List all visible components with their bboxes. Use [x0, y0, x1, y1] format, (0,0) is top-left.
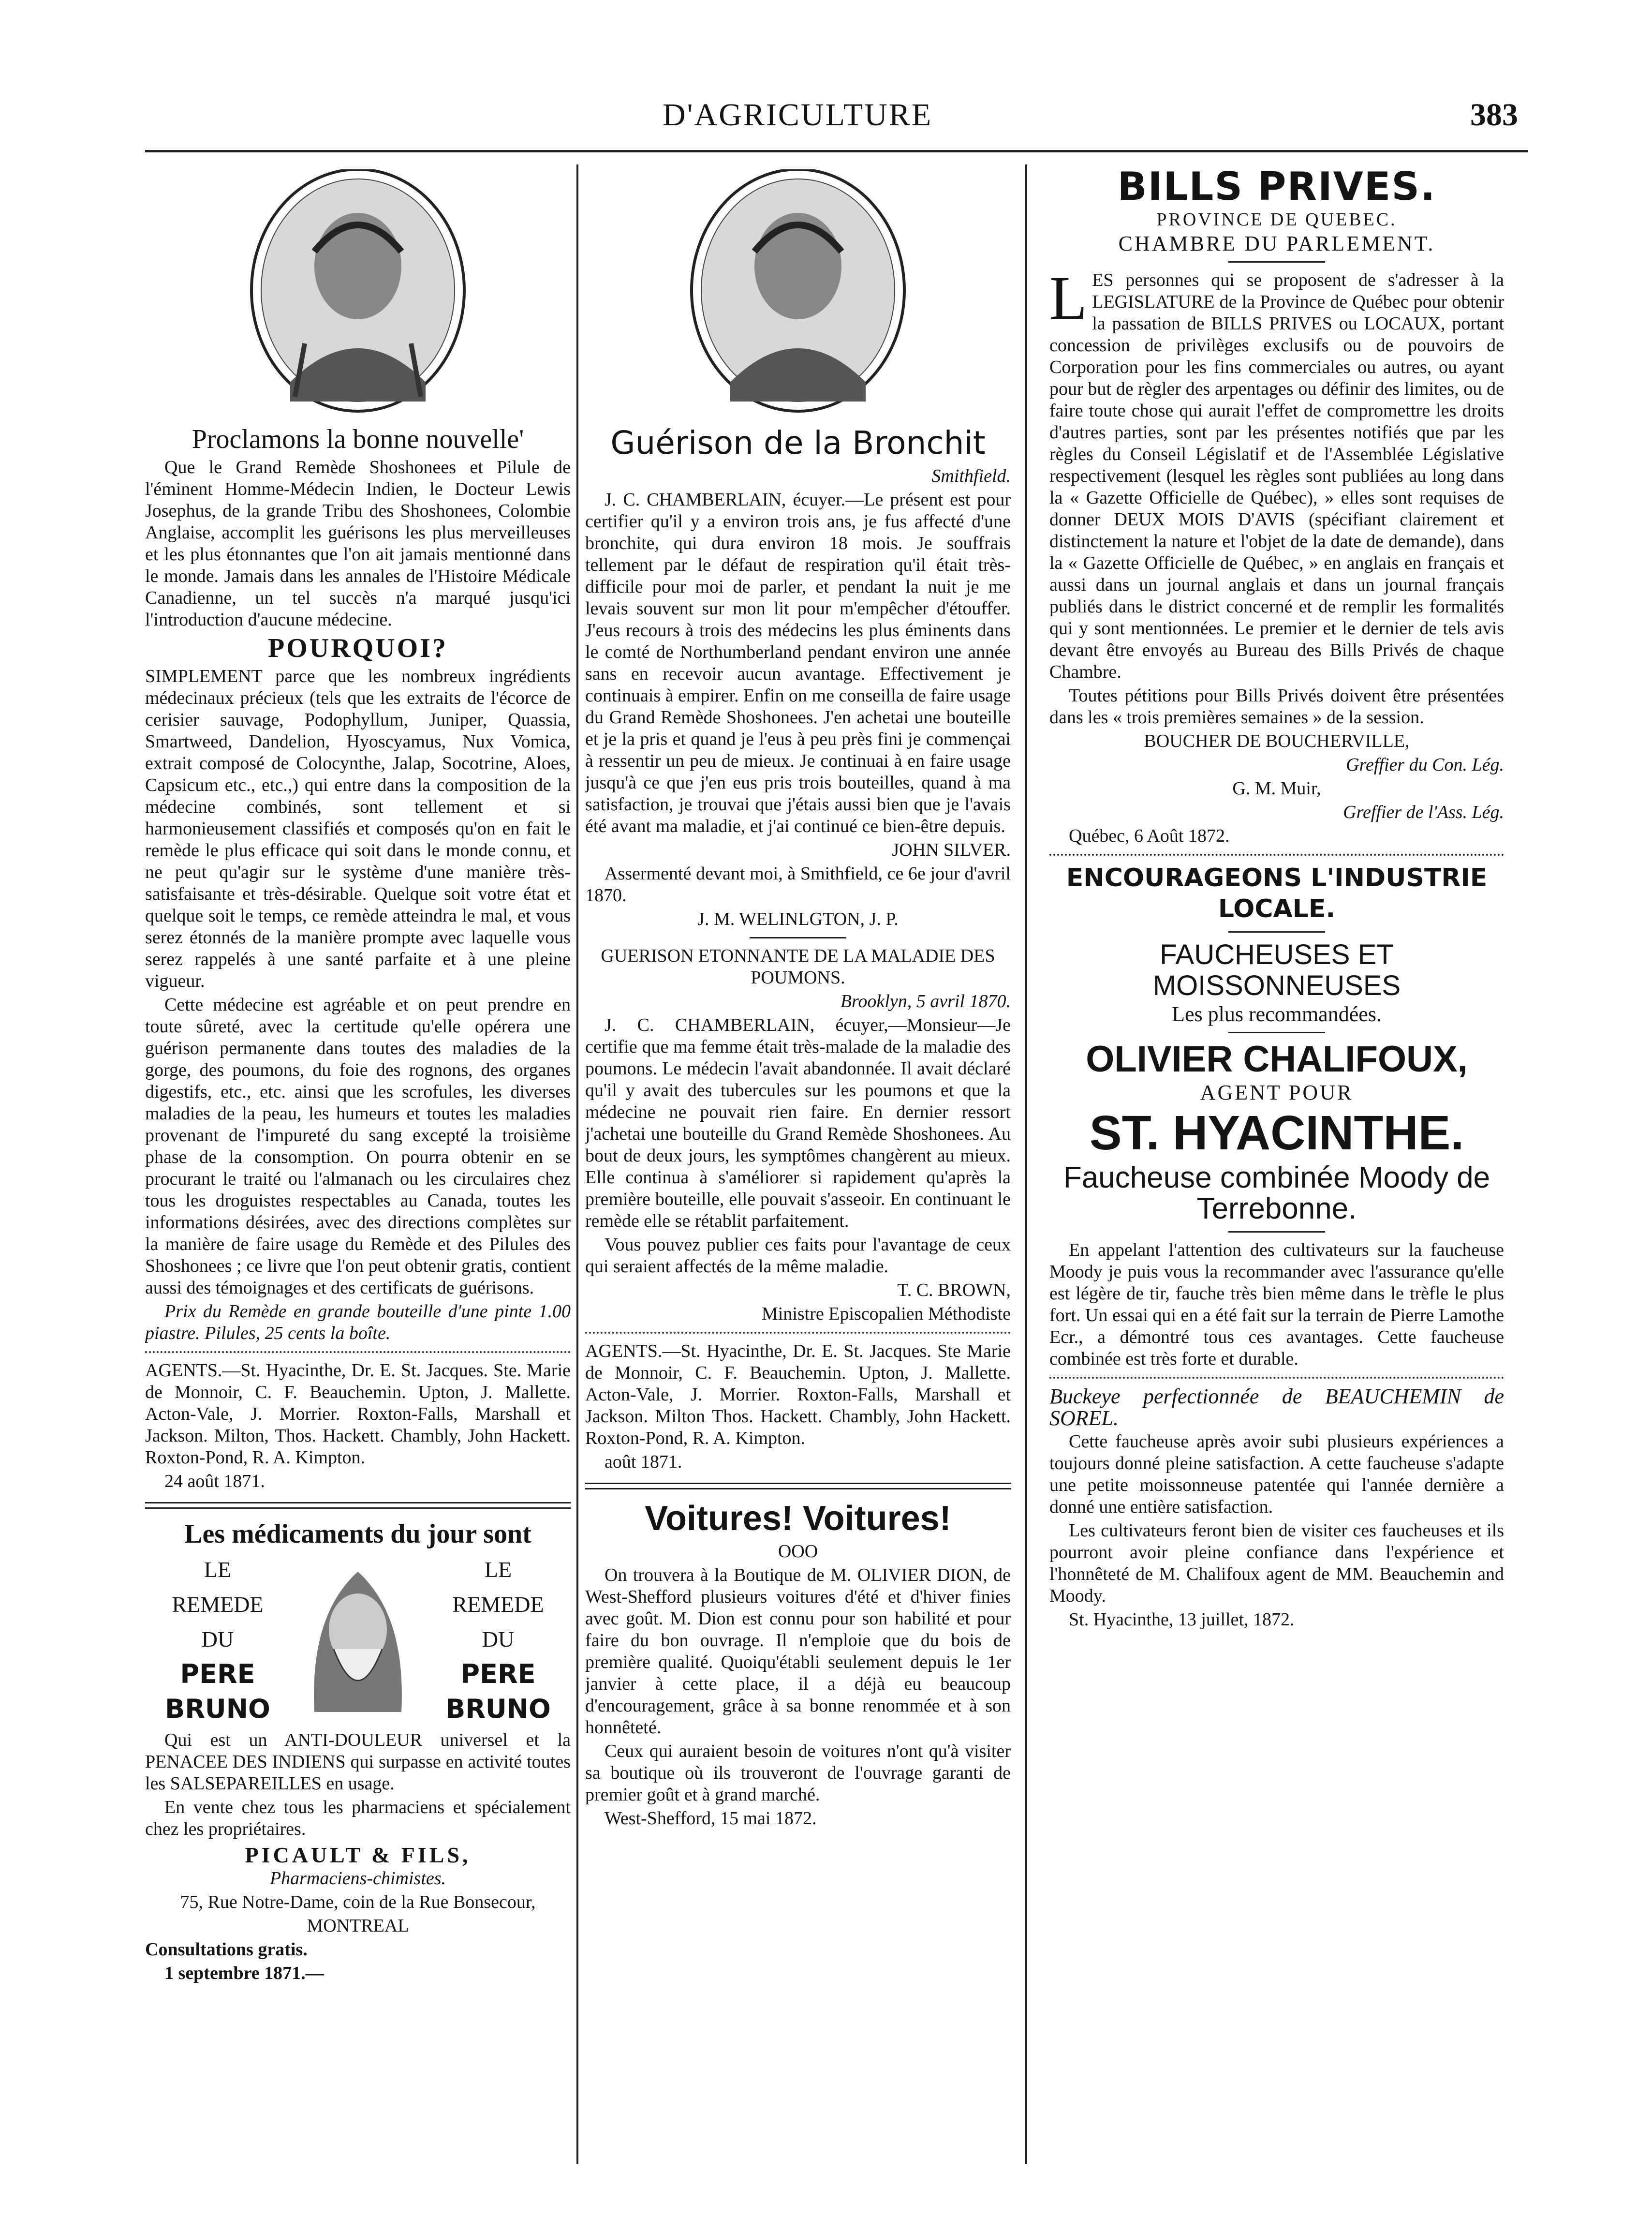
- company-address: 75, Rue Notre-Dame, coin de la Rue Bonsecour,: [180, 1892, 536, 1912]
- ad-body: Qui est un ANTI-DOULEUR universel et la PENACEE DES INDIENS qui surpasse en activité toutes les SALSEPAREILLES en usage.: [145, 1730, 571, 1794]
- signer-title: Greffier de l'Ass. Lég.: [1343, 802, 1504, 822]
- ad-body: Cette faucheuse après avoir subi plusieurs expériences a toujours donné pleine satisfaction. A cette faucheuse s'adapte une petite moissonneuse patentée qui l'année dernière a donné une entière satisfaction.: [1049, 1431, 1504, 1517]
- notice-text: ES personnes qui se proposent de s'adresser à la LEGISLATURE de la Province de Québec pour obtenir la passation de BILLS PRIVES ou LOCAUX, portant concession de privilèges exclusifs ou de pouvoirs de Corporation pour les fins commerciales ou autres, ou ayant pour but de règler des arpentages ou définir des limites, ou de faire toute chose qui aurait l'effet de compromettre les droits d'autres parties, sont par les présentes notifiés que par les règles du Conseil Législatif et de l'Assemblée Législative respectivement (lesquel les règles sont publiées au long dans la « Gazette Officielle de Québec), » elles sont requises de donner DEUX MOIS D'AVIS (spécifiant clairement et distinctement la nature et l'objet de la date de demande), dans la « Gazette Officielle de Québec, » en anglais en français et aussi dans un journal anglais et dans un journal français publiés dans le district concerné et de remplir les formalités qui y sont mentionnées. Le premier et le dernier de tels avis devant être envoyés au Bureau des Bills Privés de chaque Chambre.: [1049, 270, 1504, 682]
- dealer-name: OLIVIER CHALIFOUX,: [1086, 1039, 1468, 1080]
- ad-date: 24 août 1871.: [164, 1471, 265, 1491]
- ad-agents: AGENTS.—St. Hyacinthe, Dr. E. St. Jacques. Ste. Marie de Monnoir, C. F. Beauchemin. Upton, J. Mallette. Acton-Vale, J. Morrier. Roxton-Falls, Marshall et Jackson. Milton, Thos. Hackett. Chambly, John Hackett. Roxton-Pond, R. A. Kimpton.: [145, 1360, 571, 1468]
- company-name: PICAULT & FILS,: [245, 1843, 471, 1867]
- ad-body: En appelant l'attention des cultivateurs sur la faucheuse Moody je puis vous la recommander avec l'assurance qu'elle est légère de tir, fauche très bien même dans le trèfle le plus fort. Un essai qui en a été fait sur la terrain de Pierre Lamothe Ecr., a démontré tous ces avantages. Cette faucheuse combinée est très forte et durable.: [1049, 1240, 1504, 1369]
- ad-agents: AGENTS.—St. Hyacinthe, Dr. E. St. Jacques. Ste Marie de Monnoir, C. F. Beauchemin. Upton, J. Mallette. Acton-Vale, J. Morrier. Roxton-Falls, Marshall et Jackson. Milton Thos. Hackett. Chambly, John Hackett. Roxton-Pond, R. A. Kimpton.: [585, 1341, 1011, 1448]
- ad-body: Les cultivateurs feront bien de visiter ces faucheuses et ils pourront avoir pleine confiance dans l'expérience et l'honnêteté de M. Chalifoux agent de MM. Beauchemin and Moody.: [1049, 1520, 1504, 1606]
- ad-date: West-Shefford, 15 mai 1872.: [605, 1808, 817, 1829]
- running-title: D'AGRICULTURE: [663, 97, 933, 133]
- banner-text: PERE BRUNO: [165, 1659, 270, 1724]
- ad-date: 1 septembre 1871.—: [164, 1963, 324, 1983]
- dealer-city: ST. HYACINTHE.: [1089, 1106, 1464, 1160]
- banner-text: LE: [204, 1557, 232, 1582]
- signer-title: Greffier du Con. Lég.: [1346, 755, 1504, 775]
- shoshonee-portrait-engraving: [232, 169, 484, 421]
- separator: [1228, 1231, 1325, 1233]
- column-1: [145, 164, 571, 2174]
- chambre: CHAMBRE DU PARLEMENT.: [1118, 232, 1435, 255]
- banner-text: DU: [482, 1627, 515, 1652]
- ad-body: On trouvera à la Boutique de M. OLIVIER DION, de West-Shefford plusieurs voitures d'été et d'hiver finies avec goût. M. Dion est connu pour son habilité et pour faire du bon ouvrage. Il n'emploie que du bois de première qualité. Quoiqu'établi seulement depuis le 1er janvier à cette place, il a déjà eu beaucoup d'encouragement, grâce à sa bonne renommée et à son honnêteté.: [585, 1565, 1011, 1738]
- province: PROVINCE DE QUEBEC.: [1156, 209, 1397, 230]
- separator: [585, 1332, 1011, 1334]
- banner-left: [145, 1552, 290, 1726]
- testimonial-place: Smithfield.: [931, 466, 1011, 486]
- testimonial-sworn: Assermenté devant moi, à Smithfield, ce 6e jour d'avril 1870.: [585, 863, 1011, 906]
- pere-bruno-portrait: [295, 1557, 421, 1722]
- company-city: MONTREAL: [307, 1916, 409, 1936]
- separator: [585, 1483, 1011, 1489]
- ad-body: Cette médecine est agréable et on peut prendre en toute sûreté, avec la certitude qu'elle opérera une guérison permanente dans toutes des maladies de la gorge, des poumons, du foie des rognons, des organes digestifs, etc., etc. ainsi que les scrofules, les diverses maladies de la peau, les humeurs et toutes les maladies provenant de l'impureté du sang excepté la troisième phase de la consomption. On pourra obtenir en se procurant le traité ou l'almanach ou les circulaires chez tous les droguistes respectables au Canada, toutes les informations désirées, avec des directions complètes sur la manière de faire usage du Remède et des Pilules des Shoshonees ; ce livre que l'on peut obtenir gratis, contient aussi des témoignages et des certificats de guérisons.: [145, 995, 571, 1298]
- page-header: [0, 97, 1652, 140]
- banner-text: REMEDE: [452, 1592, 544, 1617]
- separator: [1049, 1377, 1504, 1379]
- ad-title: Proclamons la bonne nouvelle': [192, 424, 524, 454]
- ad-title: BILLS PRIVES.: [1117, 164, 1436, 209]
- banner-text: PERE BRUNO: [445, 1659, 551, 1724]
- testimonial-body: J. C. CHAMBERLAIN, écuyer.—Le présent est pour certifier qu'il y a environ trois ans, je fus affecté d'une bronchite, qui dura environ 18 mois. Je souffrais tellement par le défaut de respiration qu'il était très-difficile pour moi de parler, et pendant la nuit je me levais souvent sur mon lit pour m'empêcher d'étouffer. J'eus recours à trois des médecins les plus éminents dans le comté de Northumberland pendant environ une année sans en recevoir aucun avantage. Effectivement je continuais à empirer. Enfin on me conseilla de faire usage du Grand Remède Shoshonees. J'en achetai une bouteille et je la pris et quand je l'eus à peu près fini je commençai à ressentir un peu de mieux. Je continuai à en faire usage jusqu'à ce que j'en eus pris trois bouteilles, quand à ma satisfaction, je trouvai que j'étais aussi bien que je l'avais été avant ma maladie, et j'ai continué ce bien-être depuis.: [585, 490, 1011, 836]
- testimonial-signer: JOHN SILVER.: [892, 840, 1011, 860]
- column-3: [1049, 164, 1504, 2174]
- ad-title: Voitures! Voitures!: [645, 1499, 951, 1538]
- separator: [1228, 261, 1325, 263]
- ad-price: Prix du Remède en grande bouteille d'une pinte 1.00 piastre. Pilules, 25 cents la boîte.: [145, 1301, 571, 1343]
- column-rule-right: [1025, 164, 1027, 2164]
- column-2: [585, 164, 1011, 2174]
- separator: [145, 1502, 571, 1509]
- ad-title: Les médicaments du jour sont: [184, 1519, 531, 1549]
- notice-body: [1049, 264, 1504, 683]
- separator: [1228, 1032, 1325, 1033]
- separator: [1228, 931, 1325, 933]
- agent-for: AGENT POUR: [1200, 1081, 1354, 1104]
- testimonial-place: Brooklyn, 5 avril 1870.: [840, 991, 1011, 1012]
- product-name: Buckeye perfectionnée de BEAUCHEMIN de SOREL.: [1049, 1384, 1504, 1430]
- ad-subtitle: FAUCHEUSES ET MOISSONNEUSES: [1152, 939, 1401, 1001]
- column-rule-left: [576, 164, 578, 2164]
- pere-bruno-banner: [145, 1552, 571, 1726]
- ad-note: Les plus recommandées.: [1172, 1002, 1382, 1026]
- separator: [145, 1351, 571, 1353]
- shoshonee-portrait-engraving: [672, 169, 924, 421]
- ad-title: GUERISON ETONNANTE DE LA MALADIE DES POUMONS.: [601, 946, 995, 988]
- ad-date: août 1871.: [605, 1452, 682, 1472]
- ad-body: Ceux qui auraient besoin de voitures n'ont qu'à visiter sa boutique où ils trouveront de l'ouvrage garanti de premier goût et à grand marché.: [585, 1741, 1011, 1805]
- ornament: OOO: [778, 1541, 818, 1562]
- banner-text: DU: [201, 1627, 234, 1652]
- ad-subtitle: POURQUOI?: [268, 633, 448, 663]
- ad-title: Guérison de la Bronchit: [610, 424, 986, 461]
- banner-text: REMEDE: [172, 1592, 264, 1617]
- ad-intro: Que le Grand Remède Shoshonees et Pilule de l'éminent Homme-Médecin Indien, le Docteur Lewis Josephus, de la grande Tribu des Shoshonees, Colombie Anglaise, accomplit les guérisons les plus merveilleuses et les plus étonnantes que l'on ait jamais mentionné dans le monde. Jamais dans les annales de l'Histoire Médicale Canadienne, un tel succès n'a marqué jusqu'ici l'introduction d'aucune médecine.: [145, 457, 571, 630]
- company-subtitle: Pharmaciens-chimistes.: [269, 1868, 446, 1889]
- testimonial-signer-title: Ministre Episcopalien Méthodiste: [761, 1304, 1011, 1324]
- separator: [750, 937, 846, 938]
- consultations: Consultations gratis.: [145, 1939, 308, 1960]
- banner-right: [426, 1552, 571, 1726]
- justice-of-peace: J. M. WELINLGTON, J. P.: [697, 909, 899, 929]
- signer: G. M. Muir,: [1232, 778, 1321, 799]
- ad-body: SIMPLEMENT parce que les nombreux ingrédients médecinaux précieux (tels que les extraits de l'écorce de cerisier sauvage, Podophyllum, Juniper, Quassia, Smartweed, Dandelion, Hyoscyamus, Nux Vomica, extrait composé de Colocynthe, Jalap, Socotrine, Aloes, Capsicum etc., etc.,) qui entre dans la composition de la médecine combinés, sont tellement et si harmonieusement classifiés et composés qu'on en fait le remède le plus efficace qui soit dans le monde connu, et ne peut qu'agir sur le système d'une manière très-satisfaisante et très-désirable. Quelque soit votre état et quelque soit le temps, ce remède atteindra le mal, et vous serez étonnés de la manière prompte avec laquelle vous serez rappelés à une santé parfaite et à une pleine vigueur.: [145, 666, 571, 991]
- page-number: 383: [1470, 97, 1518, 133]
- notice-body: Toutes pétitions pour Bills Privés doivent être présentées dans les « trois premières semaines » de la session.: [1049, 685, 1504, 728]
- testimonial-signer: T. C. BROWN,: [897, 1280, 1011, 1300]
- ad-date: St. Hyacinthe, 13 juillet, 1872.: [1069, 1609, 1295, 1630]
- testimonial-body: Vous pouvez publier ces faits pour l'avantage de ceux qui seraient affectés de la même maladie.: [585, 1235, 1011, 1277]
- drop-cap: L: [1049, 264, 1088, 332]
- notice-date: Québec, 6 Août 1872.: [1069, 826, 1230, 846]
- testimonial-body: J. C. CHAMBERLAIN, écuyer,—Monsieur—Je certifie que ma femme était très-malade de la maladie des poumons. Le médecin l'avait abandonnée. Il avait déclaré qu'il y avait des tubercules sur les poumons et que la médecine ne pouvait rien faire. En dernier ressort j'achetai une bouteille du Grand Remède Shoshonees. Au bout de deux jours, les symptômes changèrent au mieux. Elle continua à s'améliorer si rapidement qu'après la première bouteille, elle pouvait s'asseoir. En continuant le remède elle se rétablit parfaitement.: [585, 1015, 1011, 1231]
- header-rule: [145, 150, 1528, 152]
- ad-body: En vente chez tous les pharmaciens et spécialement chez les propriétaires.: [145, 1797, 571, 1839]
- ad-title: ENCOURAGEONS L'INDUSTRIE LOCALE.: [1066, 863, 1488, 923]
- product-name: Faucheuse combinée Moody de Terrebonne.: [1063, 1161, 1490, 1225]
- signer: BOUCHER DE BOUCHERVILLE,: [1144, 731, 1410, 751]
- banner-text: LE: [484, 1557, 512, 1582]
- separator: [1049, 854, 1504, 856]
